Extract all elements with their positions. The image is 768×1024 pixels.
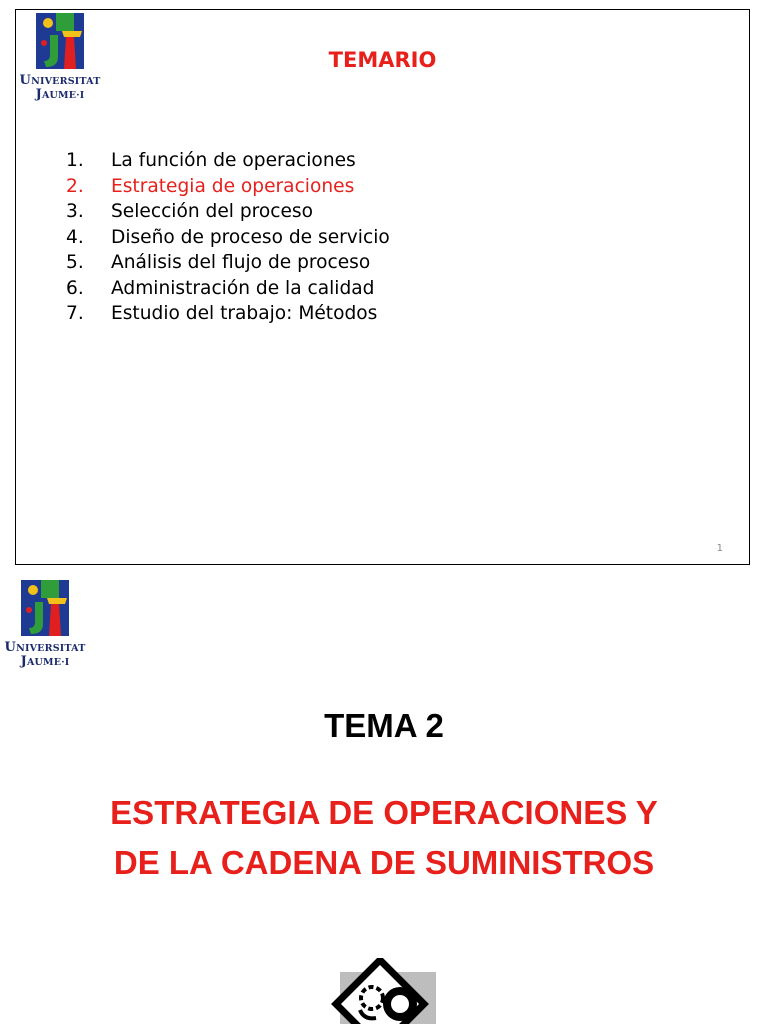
topic-heading: TEMA 2 (324, 707, 444, 744)
logo-text-line1: UNIVERSITAT (4, 640, 86, 655)
page-number: 1 (716, 543, 723, 554)
topic-title (0, 788, 768, 888)
gear-icon (320, 958, 440, 1024)
topic-title-line2: DE LA CADENA DE SUMINISTROS (113, 844, 655, 881)
agenda-item: 4. Diseño de proceso de servicio (66, 226, 390, 248)
agenda-list (66, 148, 390, 327)
slide-temario (15, 9, 750, 565)
agenda-item: 7. Estudio del trabajo: Métodos (66, 303, 378, 324)
agenda-item-active: 2. Estrategia de operaciones (66, 175, 355, 197)
agenda-item: 3. Selección del proceso (66, 201, 313, 222)
logo-text-line2: JAUME·I (20, 654, 70, 669)
agenda-item: 5. Análisis del flujo de proceso (66, 252, 371, 273)
logo-text-line2: JAUME·I (35, 87, 85, 102)
university-logo-icon (21, 580, 69, 636)
slide-title: TEMARIO (328, 48, 437, 72)
topic-title-line1: ESTRATEGIA DE OPERACIONES Y (110, 794, 658, 831)
logo-text-line1: UNIVERSITAT (19, 73, 101, 88)
agenda-item: 6. Administración de la calidad (66, 277, 375, 299)
agenda-item: 1. La función de operaciones (66, 150, 356, 171)
university-logo (3, 580, 87, 670)
